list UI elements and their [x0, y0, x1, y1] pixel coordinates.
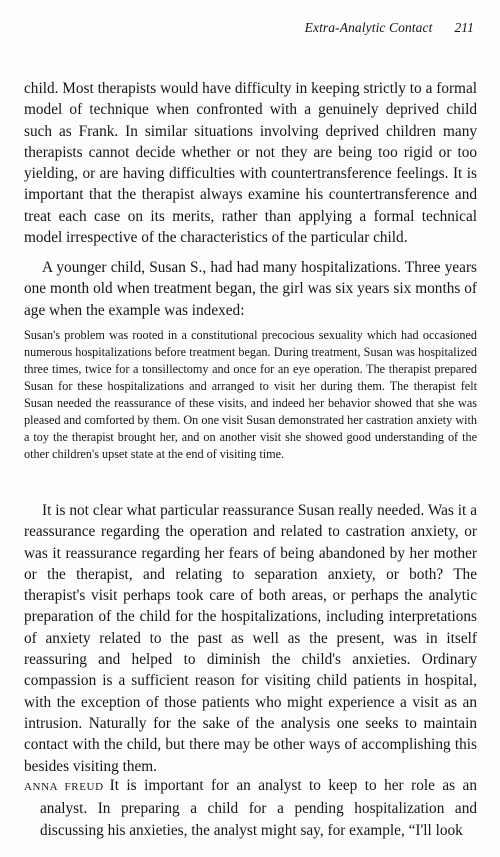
running-head-title: Extra-Analytic Contact [304, 20, 433, 35]
speaker-name: ANNA FREUD [24, 781, 104, 793]
paragraph-3: It is not clear what particular reassurance Susan really needed. Was it a reassurance regarding the operation and related to castration anxiety, or was it reassurance regarding her fears of being abandoned by her mother or the therapist, and relating to separation anxiety, or both? The therapist's visit perhaps took care of both areas, or perhaps the analytic preparation of the child for the hospitalizations, including interpretations of anxiety related to the past as well as the present, was in itself reassuring and helped to diminish the child's anxieties. Ordinary compassion is a sufficient reason for visiting child patients in hospital, with the exception of those patients who might experience a visit as an intrusion. Naturally for the sake of the analysis one seeks to maintain contact with the child, but there may be other ways of accomplishing this besides visiting them. [24, 502, 477, 775]
paragraph-1: child. Most therapists would have difficulty in keeping strictly to a formal model of technique when confronted with a genuinely deprived child such as Frank. In similar situations involving deprived children many therapists cannot decide whether or not they are being too rigid or too yielding, or are having difficulties with countertransference feelings. It is important that the therapist always examine his countertransference and treat each case on its merits, rather than applying a formal technical model irrespective of the characteristics of the particular child. [24, 80, 477, 247]
case-extract: Susan's problem was rooted in a constitutional precocious sexuality which had occasioned numerous hospitalizations before treatment began. During treatment, Susan was hospitalized three times, twice for a tonsillectomy and once for an eye operation. The therapist prepared Susan for these hospitalizations and arranged to visit her during them. The therapist felt Susan needed the reassurance of these visits, and indeed her behavior showed that she was pleased and comforted by them. On one visit Susan demonstrated her castration anxiety with a toy the therapist brought her, and on another visit she showed good understanding of the other children's upset state at the end of visiting time. [24, 328, 477, 462]
speaker-text: It is important for an analyst to keep to her role as an analyst. In preparing a child for a pending hospitalization and discussing his anxieties, the analyst might say, for example, “I'll look [40, 777, 477, 839]
running-head [26, 20, 474, 36]
page-number: 211 [454, 20, 474, 35]
speaker-paragraph [24, 775, 477, 841]
paragraph-2: A younger child, Susan S., had had many hospitalizations. Three years one month old when treatment began, the girl was six years six months of age when the example was indexed: [24, 259, 477, 319]
